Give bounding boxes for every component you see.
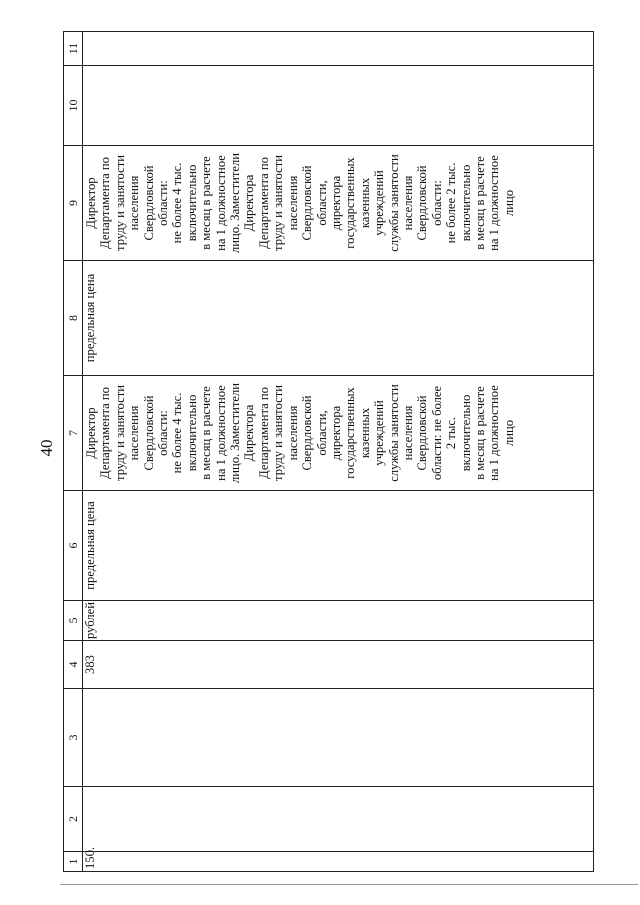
bottom-divider: [60, 884, 638, 885]
code-cell: 383: [83, 641, 594, 689]
limit-type-cell-2: предельная цена: [83, 261, 594, 376]
column-number: 9: [64, 146, 83, 261]
limit-value-cell: Директор Департамента по труду и занятости населения Свердловской области: не более 4 тыс. включительно в месяц в расчете на 1 должностное лицо. Заместители Директора Департамента по труду и занятости населения Свердловской области, директора государственных казенных учреждений службы занятости населения Свердловской области: не более 2 тыс. включительно в месяц в расчете на 1 должностное лицо: [83, 376, 594, 491]
rotated-table-container: [63, 32, 594, 872]
page-number: 40: [37, 439, 56, 457]
column-number: 3: [64, 689, 83, 787]
column-number: 4: [64, 641, 83, 689]
column-number: 7: [64, 376, 83, 491]
column-number: 2: [64, 787, 83, 852]
column-number: 5: [64, 601, 83, 641]
table-cell-col2: [83, 787, 594, 852]
table-frame: [63, 32, 594, 872]
column-number: 8: [64, 261, 83, 376]
column-number: 1: [64, 852, 83, 872]
unit-cell: рублей: [83, 601, 594, 641]
column-number: 6: [64, 491, 83, 601]
row-number-cell: 150.: [83, 852, 594, 872]
column-number: 11: [64, 32, 83, 66]
table-cell-col3: [83, 689, 594, 787]
table-cell-col11: [83, 32, 594, 66]
limit-value-cell-2: Директор Департамента по труду и занятости населения Свердловской области: не более 4 тыс. включительно в месяц в расчете на 1 должностное лицо. Заместители Директора Департамента по труду и занятости населения Свердловской области, директора государственных казенных учреждений службы занятости населения Свердловской области: не более 2 тыс. включительно в месяц в расчете на 1 должностное лицо: [83, 146, 594, 261]
column-number-row: [64, 32, 83, 872]
table-cell-col10: [83, 66, 594, 146]
limit-type-cell: предельная цена: [83, 491, 594, 601]
table-row: [83, 32, 594, 872]
column-number: 10: [64, 66, 83, 146]
data-table: [63, 31, 594, 872]
